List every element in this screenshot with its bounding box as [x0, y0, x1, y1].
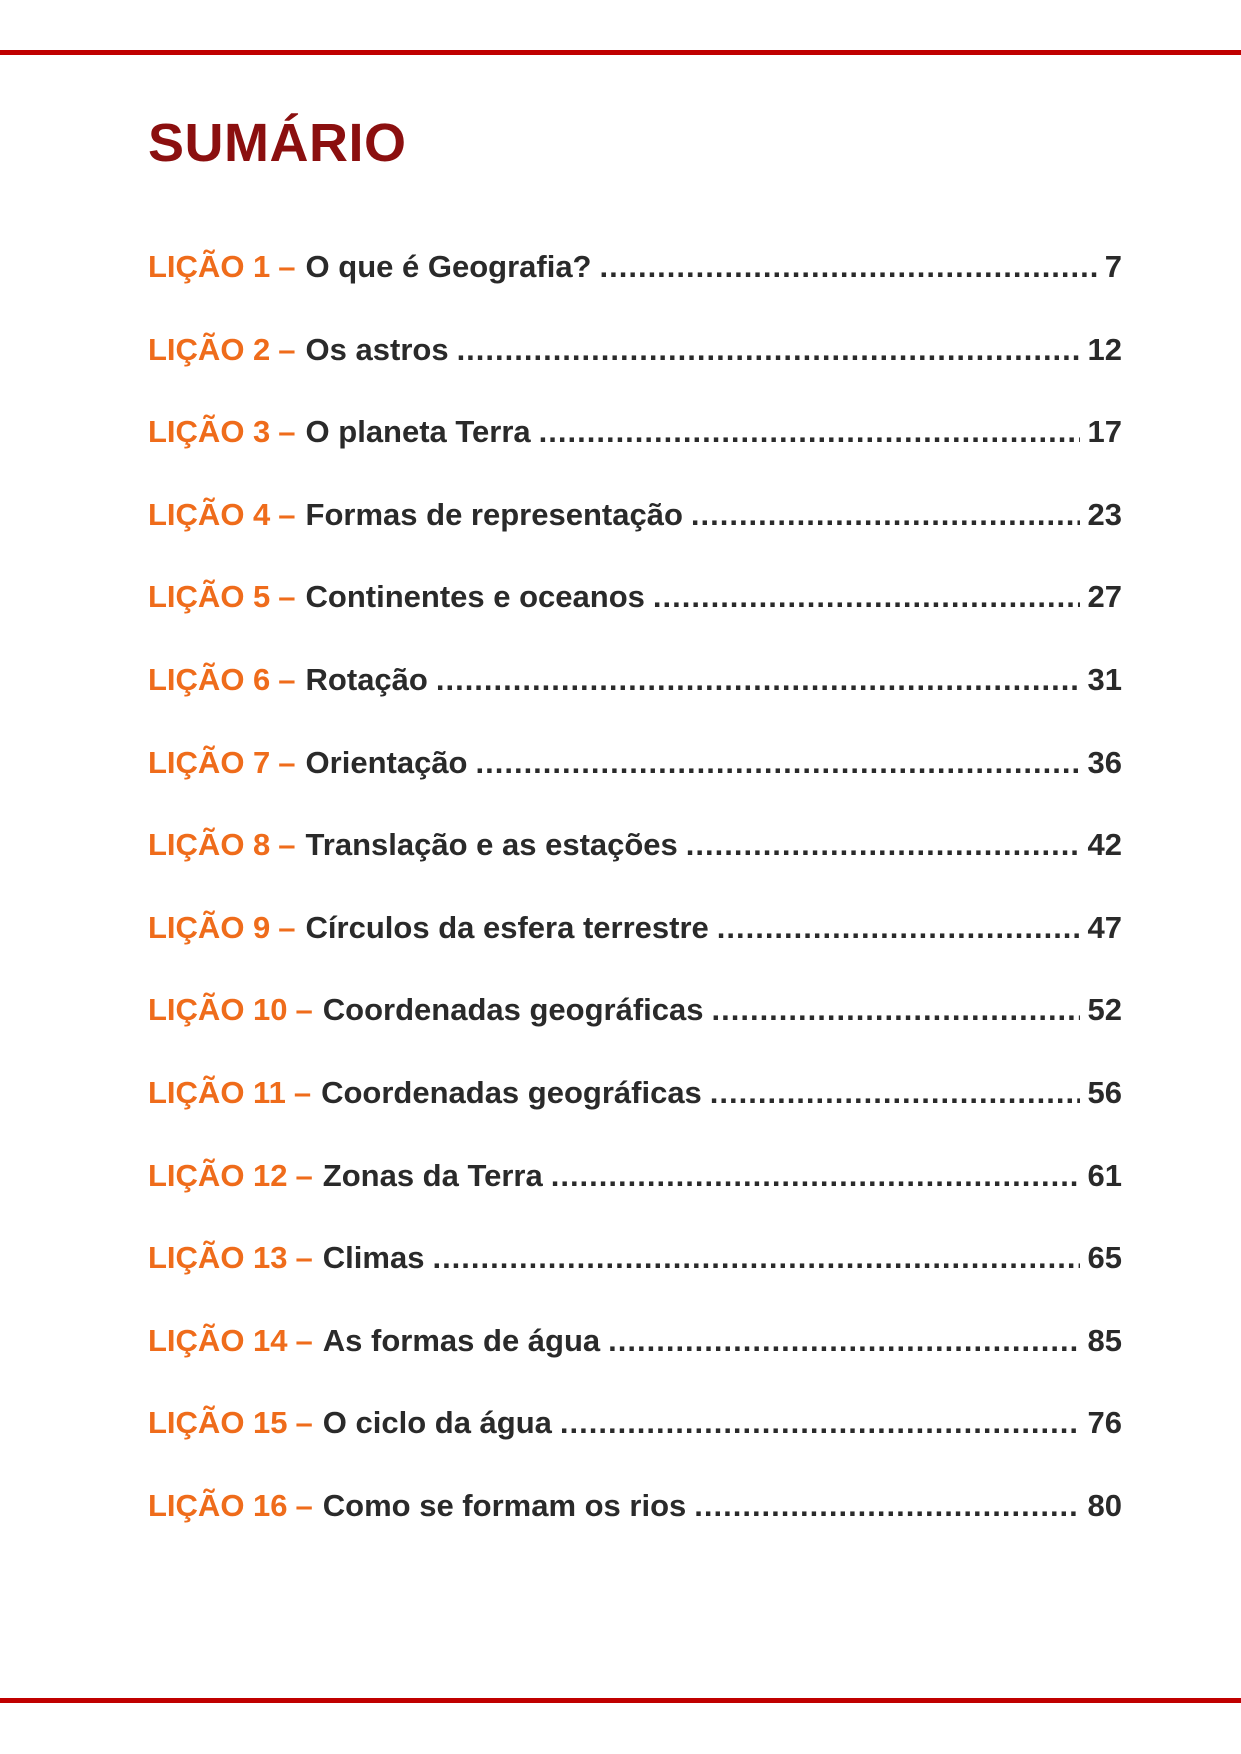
page-number: 52: [1087, 992, 1122, 1028]
toc-entry: [148, 1406, 1122, 1489]
lesson-number: LIÇÃO 9: [148, 909, 271, 945]
lesson-separator: –: [278, 496, 296, 532]
lesson-separator: –: [278, 661, 296, 697]
lesson-separator: –: [295, 1322, 313, 1358]
lesson-number: LIÇÃO 1: [148, 249, 271, 284]
lesson-number: LIÇÃO 10: [148, 992, 288, 1028]
toc-entry: [148, 746, 1122, 829]
lesson-separator: –: [295, 992, 313, 1028]
toc-entry: [148, 1489, 1122, 1572]
lesson-topic: O que é Geografia?: [305, 249, 592, 284]
page-number: 47: [1087, 909, 1122, 945]
dot-leader: [686, 828, 1080, 862]
page-number: 23: [1087, 496, 1122, 532]
page-number: 65: [1087, 1240, 1122, 1276]
dot-leader: [457, 333, 1080, 367]
toc-entry: [148, 498, 1122, 581]
lesson-topic: Círculos da esfera terrestre: [305, 909, 709, 945]
toc-entry: [148, 911, 1122, 994]
lesson-topic: Translação e as estações: [305, 827, 678, 863]
dot-leader: [476, 746, 1080, 780]
lesson-number: LIÇÃO 3: [148, 414, 271, 450]
lesson-number: LIÇÃO 14: [148, 1322, 288, 1358]
lesson-number: LIÇÃO 6: [148, 661, 271, 697]
toc-entry: [148, 993, 1122, 1076]
lesson-topic: Continentes e oceanos: [305, 579, 645, 615]
toc-entry: [148, 1241, 1122, 1324]
dot-leader: [608, 1324, 1079, 1358]
lesson-separator: –: [278, 331, 296, 367]
page-number: 80: [1087, 1487, 1122, 1523]
top-rule: [0, 50, 1241, 55]
lesson-separator: –: [293, 1074, 312, 1110]
dot-leader: [712, 993, 1080, 1027]
page-number: 17: [1087, 414, 1122, 450]
lesson-separator: –: [278, 909, 296, 945]
page-number: 85: [1087, 1322, 1122, 1358]
lesson-number: LIÇÃO 4: [148, 496, 271, 532]
dot-leader: [717, 911, 1080, 945]
dot-leader: [539, 415, 1080, 449]
page-number: 61: [1087, 1157, 1122, 1193]
toc-entry: [148, 415, 1122, 498]
toc-entry: [148, 250, 1122, 333]
lesson-separator: –: [295, 1487, 313, 1523]
lesson-topic: O planeta Terra: [305, 414, 531, 450]
lesson-number: LIÇÃO 12: [148, 1157, 288, 1193]
dot-leader: [432, 1241, 1079, 1275]
lesson-topic: Coordenadas geográficas: [322, 992, 704, 1028]
page-title: SUMÁRIO: [148, 113, 407, 173]
lesson-number: LIÇÃO 13: [148, 1240, 288, 1276]
toc-entry: [148, 1324, 1122, 1407]
page-number: 42: [1087, 827, 1122, 863]
lesson-separator: –: [295, 1405, 313, 1441]
dot-leader: [710, 1076, 1080, 1110]
lesson-topic: O ciclo da água: [322, 1405, 552, 1441]
lesson-separator: –: [278, 827, 296, 863]
lesson-separator: –: [278, 414, 296, 450]
table-of-contents: [148, 250, 1122, 1572]
lesson-separator: –: [278, 579, 296, 615]
page-number: 76: [1087, 1405, 1122, 1441]
lesson-separator: –: [278, 249, 296, 284]
dot-leader: [691, 498, 1080, 532]
page-number: 36: [1087, 744, 1122, 780]
lesson-number: LIÇÃO 15: [148, 1405, 288, 1441]
lesson-number: LIÇÃO 2: [148, 331, 271, 367]
toc-entry: [148, 1076, 1122, 1159]
lesson-separator: –: [295, 1240, 313, 1276]
dot-leader: [436, 663, 1080, 697]
lesson-number: LIÇÃO 7: [148, 744, 271, 780]
lesson-topic: Orientação: [305, 744, 468, 780]
toc-entry: [148, 580, 1122, 663]
toc-entry: [148, 333, 1122, 416]
lesson-topic: Formas de representação: [305, 496, 683, 532]
lesson-topic: As formas de água: [322, 1322, 601, 1358]
toc-entry: [148, 1159, 1122, 1242]
toc-entry: [148, 828, 1122, 911]
lesson-number: LIÇÃO 16: [148, 1487, 288, 1523]
dot-leader: [560, 1406, 1080, 1440]
lesson-number: LIÇÃO 11: [148, 1074, 286, 1110]
lesson-number: LIÇÃO 8: [148, 827, 271, 863]
dot-leader: [600, 250, 1097, 284]
lesson-topic: Zonas da Terra: [322, 1157, 543, 1193]
page-number: 12: [1087, 331, 1122, 367]
lesson-topic: Coordenadas geográficas: [321, 1074, 702, 1110]
dot-leader: [653, 580, 1080, 614]
page-number: 27: [1087, 579, 1122, 615]
lesson-topic: Os astros: [305, 331, 449, 367]
page-number: 56: [1087, 1074, 1122, 1110]
bottom-rule: [0, 1698, 1241, 1703]
lesson-number: LIÇÃO 5: [148, 579, 271, 615]
lesson-topic: Como se formam os rios: [322, 1487, 687, 1523]
dot-leader: [694, 1489, 1079, 1523]
lesson-separator: –: [278, 744, 296, 780]
page-number: 7: [1104, 249, 1122, 284]
toc-entry: [148, 663, 1122, 746]
lesson-separator: –: [295, 1157, 313, 1193]
page-number: 31: [1087, 661, 1122, 697]
dot-leader: [551, 1159, 1080, 1193]
lesson-topic: Climas: [322, 1240, 425, 1276]
lesson-topic: Rotação: [305, 661, 428, 697]
